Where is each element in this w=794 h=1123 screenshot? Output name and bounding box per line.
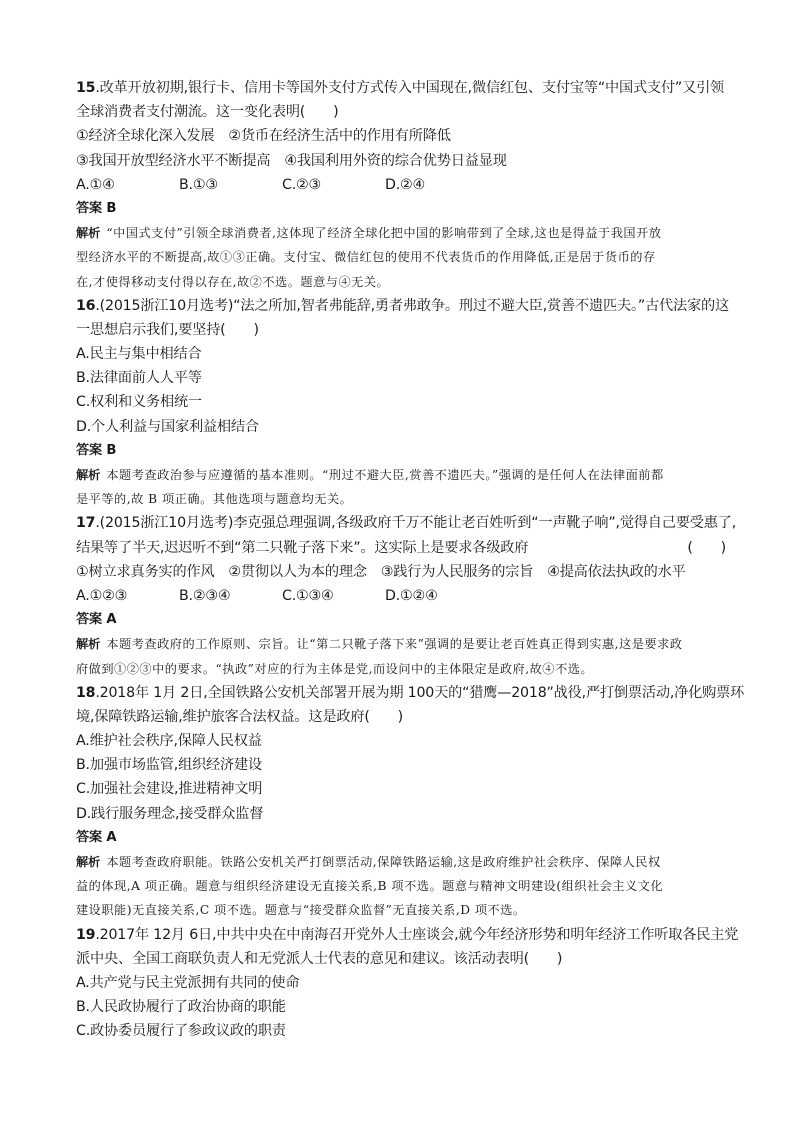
question-stem: 结果等了半天,迟迟听不到“第二只靴子落下来”。这实际上是要求各级政府 ( ) — [76, 536, 726, 560]
question-stem: 19.2017年 12月 6日,中共中央在中南海召开党外人士座谈会,就今年经济形势和明年经济工作听取各民主党 — [76, 926, 739, 943]
option-a: A.维护社会秩序,保障人民权益 — [76, 733, 262, 750]
answer-line: 答案 A — [76, 612, 117, 628]
statement-line: ③我国开放型经济水平不断提高 ④我国利用外资的综合优势日益显现 — [76, 152, 507, 169]
answer-blank: ( ) — [687, 539, 726, 556]
explanation-line: 是平等的,故 B 项正确。其他选项与题意均无关。 — [76, 492, 353, 507]
choice-c: C.①③④ — [282, 587, 334, 604]
option-b: B.加强市场监管,组织经济建设 — [76, 757, 263, 774]
choice-b: B.①③ — [179, 176, 218, 193]
option-b: B.人民政协履行了政治协商的职能 — [76, 999, 286, 1016]
explanation-line: 解析 本题考查政府职能。铁路公安机关严打倒票活动,保障铁路运输,这是政府维护社会秩序、保障人民权 — [76, 855, 661, 869]
question-19 — [76, 923, 739, 1044]
question-18 — [76, 681, 745, 923]
question-stem: 一思想启示我们,要坚持( ) — [76, 321, 259, 338]
question-stem: 派中央、全国工商联负责人和无党派人士代表的意见和建议。该活动表明( ) — [76, 950, 563, 967]
question-16 — [76, 294, 729, 512]
option-b: B.法律面前人人平等 — [76, 370, 202, 387]
explanation-line: 型经济水平的不断提高,故①③正确。支付宝、微信红包的使用不代表货币的作用降低,正是居于货币的存 — [76, 250, 656, 265]
question-stem: 17.(2015浙江10月选考)李克强总理强调,各级政府千万不能让老百姓听到“一声靴子响”,觉得自己要受惠了, — [76, 515, 737, 532]
explanation-line: 解析 “中国式支付”引领全球消费者,这体现了经济全球化把中国的影响带到了全球,这也是得益于我国开放 — [76, 226, 662, 241]
statement-line: ①树立求真务实的作风 ②贯彻以人为本的理念 ③践行为人民服务的宗旨 ④提高依法执政的水平 — [76, 563, 686, 580]
choice-d: D.②④ — [385, 176, 426, 193]
answer-line: 答案 A — [76, 829, 117, 845]
option-a: A.共产党与民主党派拥有共同的使命 — [76, 974, 300, 991]
question-stem: 15.改革开放初期,银行卡、信用卡等国外支付方式传入中国现在,微信红包、支付宝等“中国式支付”又引领 — [76, 80, 725, 96]
choice-a: A.①④ — [76, 176, 115, 193]
explanation-line: 建设职能)无直接关系,C 项不选。题意与“接受群众监督”无直接关系,D 项不选。 — [76, 903, 526, 918]
explanation-line: 解析 本题考查政府的工作原则、宗旨。让“第二只靴子落下来”强调的是要让老百姓真正得到实惠,这是要求政 — [76, 637, 683, 652]
choice-row — [76, 584, 726, 608]
choice-d: D.①②④ — [385, 587, 438, 604]
question-15 — [76, 76, 726, 294]
question-stem: 18.2018年 1月 2日,全国铁路公安机关部署开展为期 100天的“猎鹰—2018”战役,严打倒票活动,净化购票环 — [76, 684, 745, 701]
question-stem: 全球消费者支付潮流。这一变化表明( ) — [76, 104, 339, 121]
document-page — [76, 76, 745, 1044]
choice-row — [76, 173, 726, 197]
question-stem: 16.(2015浙江10月选考)“法之所加,智者弗能辞,勇者弗敢争。刑过不避大臣,赏善不遗匹夫。”古代法家的这 — [76, 297, 729, 314]
choice-b: B.②③④ — [179, 587, 231, 604]
question-17 — [76, 511, 737, 680]
option-c: C.加强社会建设,推进精神文明 — [76, 781, 263, 798]
choice-c: C.②③ — [282, 176, 322, 193]
option-c: C.政协委员履行了参政议政的职责 — [76, 1023, 286, 1040]
statement-line: ①经济全球化深入发展 ②货币在经济生活中的作用有所降低 — [76, 128, 451, 145]
option-c: C.权利和义务相统一 — [76, 394, 202, 411]
explanation-line: 府做到①②③中的要求。“执政”对应的行为主体是党,而设问中的主体限定是政府,故④不选。 — [76, 661, 594, 676]
question-stem: 境,保障铁路运输,维护旅客合法权益。这是政府( ) — [76, 708, 404, 725]
option-d: D.个人利益与国家利益相结合 — [76, 418, 259, 435]
explanation-line: 益的体现,A 项正确。题意与组织经济建设无直接关系,B 项不选。题意与精神文明建设(组织社会主义文化 — [76, 879, 664, 894]
answer-line: 答案 B — [76, 442, 117, 458]
explanation-line: 在,才使得移动支付得以存在,故②不选。题意与④无关。 — [76, 274, 390, 289]
answer-line: 答案 B — [76, 200, 117, 216]
option-a: A.民主与集中相结合 — [76, 346, 202, 363]
explanation-line: 解析 本题考查政治参与应遵循的基本准则。“刑过不避大臣,赏善不遗匹夫。”强调的是任何人在法律面前都 — [76, 468, 664, 482]
choice-a: A.①②③ — [76, 587, 128, 604]
option-d: D.践行服务理念,接受群众监督 — [76, 805, 264, 822]
